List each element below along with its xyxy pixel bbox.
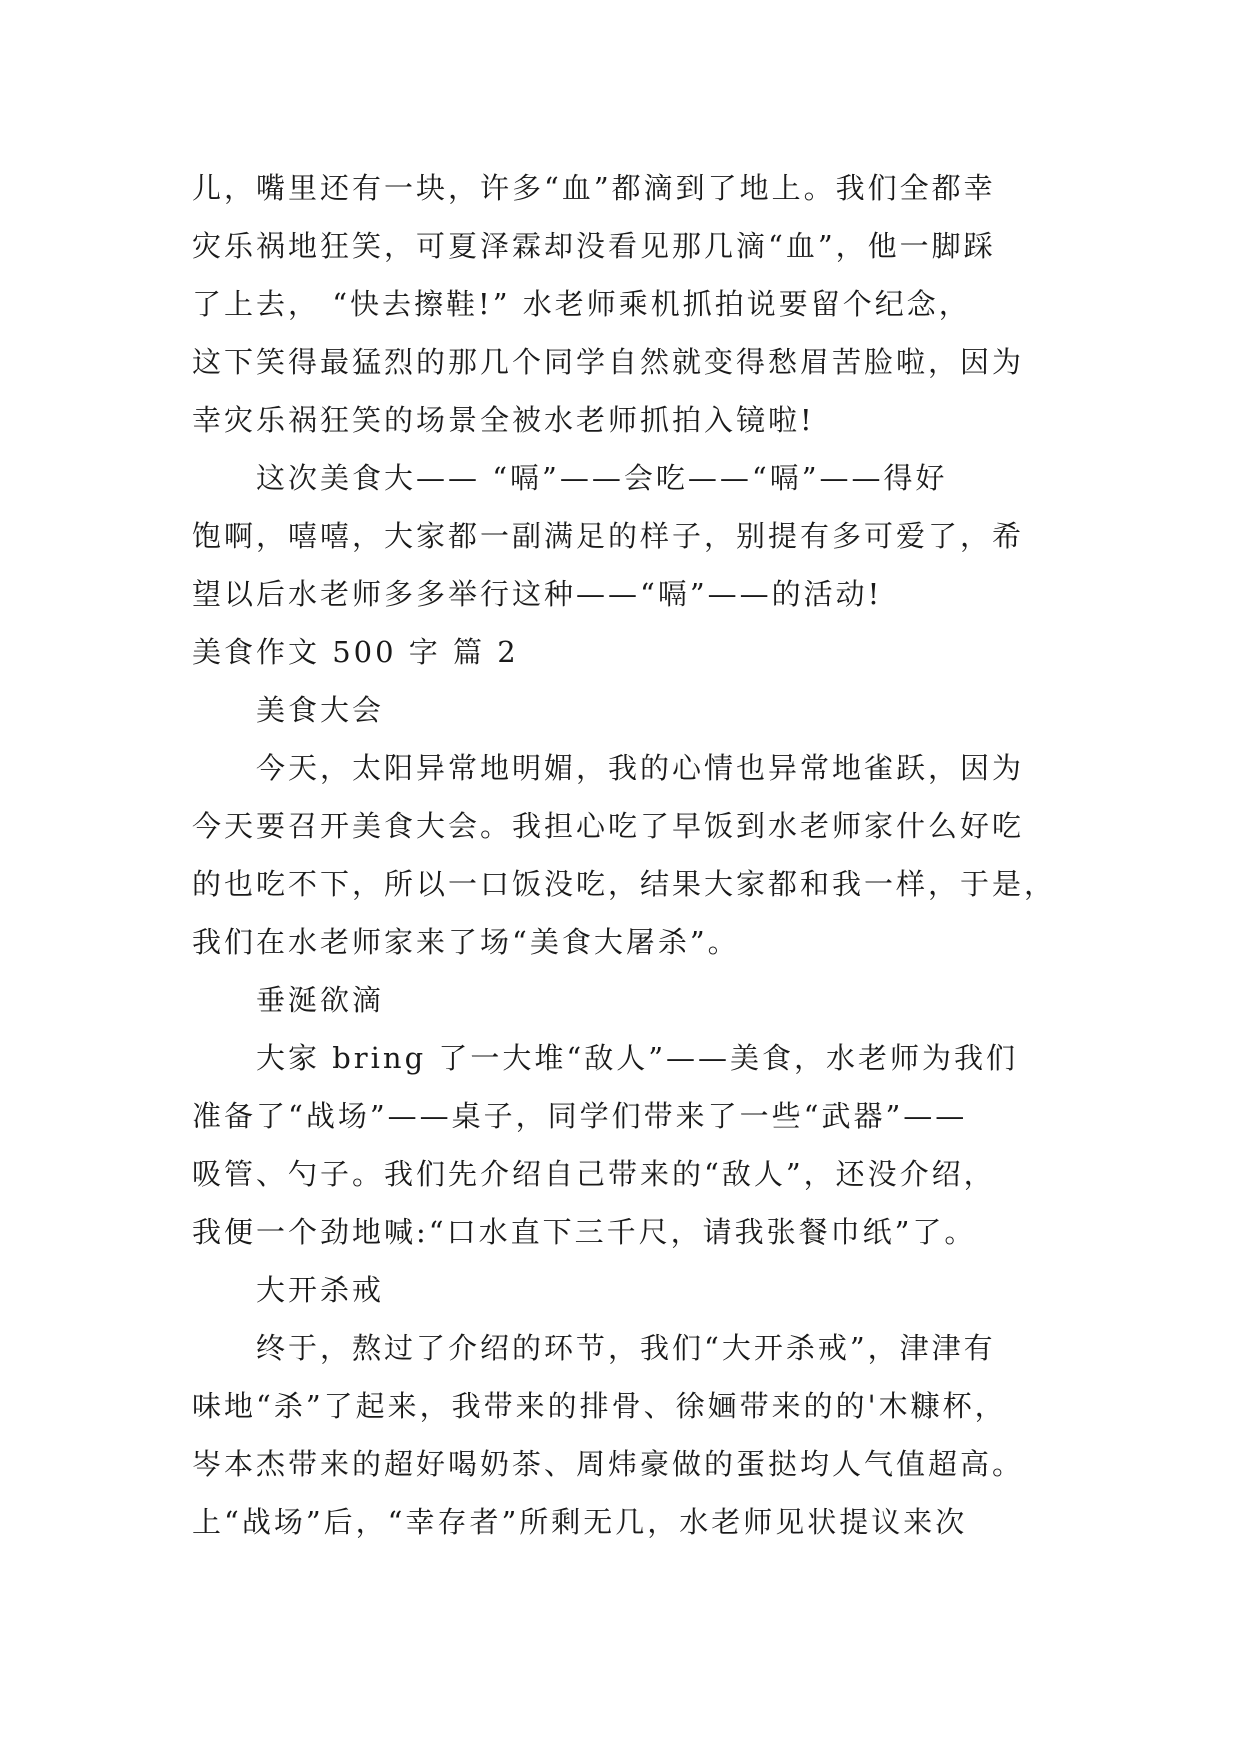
text-line: 味地“杀”了起来，我带来的排骨、徐婳带来的的'木糠杯，: [192, 1389, 1007, 1423]
paragraph-start: 终于，熬过了介绍的环节，我们“大开杀戒”，津津有: [256, 1331, 996, 1365]
text-line: 饱啊，嘻嘻，大家都一副满足的样子，别提有多可爱了，希: [192, 519, 1025, 553]
paragraph-start: 大家 bring 了一大堆“敌人”——美食，水老师为我们: [256, 1041, 1019, 1075]
subheading: 美食大会: [256, 693, 385, 727]
text-line: 准备了“战场”——桌子，同学们带来了一些“武器”——: [192, 1099, 968, 1133]
text-line: 我们在水老师家来了场“美食大屠杀”。: [192, 925, 740, 959]
text-line: 上“战场”后，“幸存者”所剩无几，水老师见状提议来次: [192, 1505, 968, 1539]
text-line: 岑本杰带来的超好喝奶茶、周炜豪做的蛋挞均人气值超高。: [192, 1447, 1025, 1481]
text-line: 儿，嘴里还有一块，许多“血”都滴到了地上。我们全都幸: [192, 171, 996, 205]
text-line: 的也吃不下，所以一口饭没吃，结果大家都和我一样，于是，: [192, 867, 1057, 901]
text-line: 灾乐祸地狂笑，可夏泽霖却没看见那几滴“血”，他一脚踩: [192, 229, 996, 263]
paragraph-start: 今天，太阳异常地明媚，我的心情也异常地雀跃，因为: [256, 751, 1025, 785]
text-line: 了上去， “快去擦鞋!” 水老师乘机抓拍说要留个纪念，: [192, 287, 971, 321]
text-line: 吸管、勺子。我们先介绍自己带来的“敌人”，还没介绍，: [192, 1157, 996, 1191]
text-line: 幸灾乐祸狂笑的场景全被水老师抓拍入镜啦!: [192, 403, 815, 437]
text-line: 这下笑得最猛烈的那几个同学自然就变得愁眉苦脸啦，因为: [192, 345, 1025, 379]
text-line: 望以后水老师多多举行这种——“嗝”——的活动!: [192, 577, 883, 611]
subheading: 垂涎欲滴: [256, 983, 385, 1017]
text-line: 今天要召开美食大会。我担心吃了早饭到水老师家什么好吃: [192, 809, 1025, 843]
text-line: 我便一个劲地喊:“口水直下三千尺，请我张餐巾纸”了。: [192, 1215, 977, 1249]
paragraph-start: 这次美食大—— “嗝”——会吃——“嗝”——得好: [256, 461, 948, 495]
section-heading: 美食作文 500 字 篇 2: [192, 635, 519, 669]
subheading: 大开杀戒: [256, 1273, 385, 1307]
